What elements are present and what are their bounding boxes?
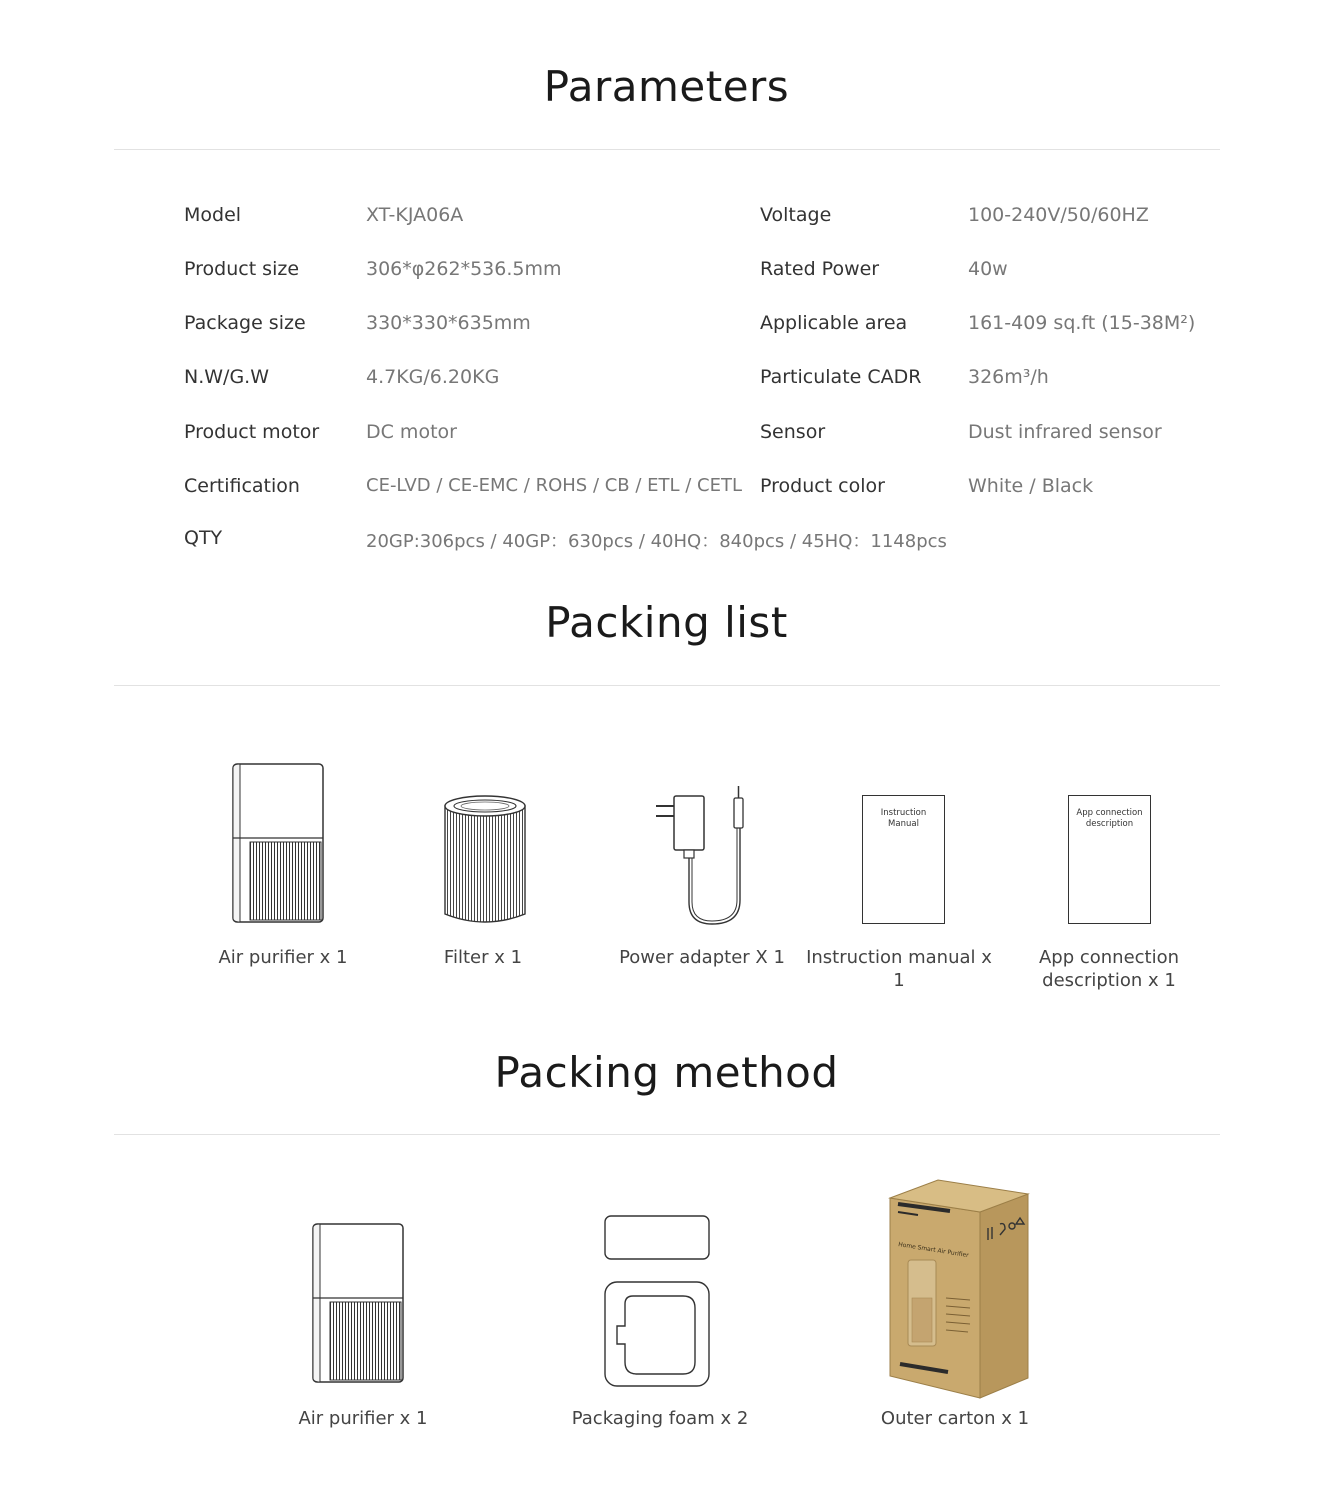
param-value: CE-LVD / CE-EMC / ROHS / CB / ETL / CETL [366,475,743,496]
packing-method-label: Packaging foam x 2 [571,1408,749,1429]
param-value: 326m³/h [968,366,1049,388]
param-value: Dust infrared sensor [968,421,1162,443]
divider [114,685,1220,686]
param-label: QTY [184,527,223,549]
packing-item-label: Instruction manual x 1 [806,947,992,991]
param-label: Package size [184,312,306,334]
app-description-icon [1068,795,1151,924]
param-label: Sensor [760,421,826,443]
param-value: 20GP:306pcs / 40GP：630pcs / 40HQ：840pcs / 45HQ：1148pcs [366,531,947,552]
label-line: App connection [1038,947,1180,968]
manual-cover-text: Manual [888,819,919,829]
filter-icon [440,794,530,928]
divider [114,1134,1220,1135]
packing-method-title: Packing method [494,1048,839,1097]
packing-method-label: Outer carton x 1 [880,1408,1030,1429]
param-label: Certification [184,475,300,497]
param-value: 4.7KG/6.20KG [366,366,500,388]
param-value: 40w [968,258,1008,280]
app-cover-text: App connection [1076,808,1143,818]
app-cover-text: description [1085,819,1134,829]
param-label: Particulate CADR [760,366,922,388]
packing-list-title: Packing list [545,598,788,647]
param-value: White / Black [968,475,1094,497]
param-label: N.W/G.W [184,366,269,388]
param-value: DC motor [366,421,457,443]
packing-item-label: Air purifier x 1 [218,947,348,968]
param-label: Product motor [184,421,320,443]
param-value: 330*330*635mm [366,312,531,334]
packing-item-label: Power adapter X 1 [619,947,785,968]
param-label: Model [184,204,242,226]
param-label: Product size [184,258,300,280]
packing-item-label [1009,946,1209,992]
label-line: description x 1 [1042,970,1176,991]
param-label: Applicable area [760,312,908,334]
param-value: 306*φ262*536.5mm [366,258,562,280]
parameters-title: Parameters [543,62,790,111]
packing-method-label: Air purifier x 1 [298,1408,428,1429]
air-purifier-icon [308,1222,408,1386]
air-purifier-icon [228,762,328,926]
param-value: 100-240V/50/60HZ [968,204,1149,226]
outer-carton-icon [888,1178,1033,1400]
packaging-foam-icon [603,1214,713,1390]
carton-print-text: Home Smart Air Purifier [897,1241,970,1260]
param-label: Product color [760,475,885,497]
divider [114,149,1220,150]
power-adapter-icon [652,784,752,928]
param-value: 161-409 sq.ft (15-38M²) [968,312,1196,334]
param-value: XT-KJA06A [366,204,464,226]
param-label: Voltage [760,204,832,226]
packing-item-label: Filter x 1 [443,947,523,968]
param-label: Rated Power [760,258,880,280]
manual-cover-text: Instruction [880,808,927,818]
instruction-manual-icon [862,795,945,924]
